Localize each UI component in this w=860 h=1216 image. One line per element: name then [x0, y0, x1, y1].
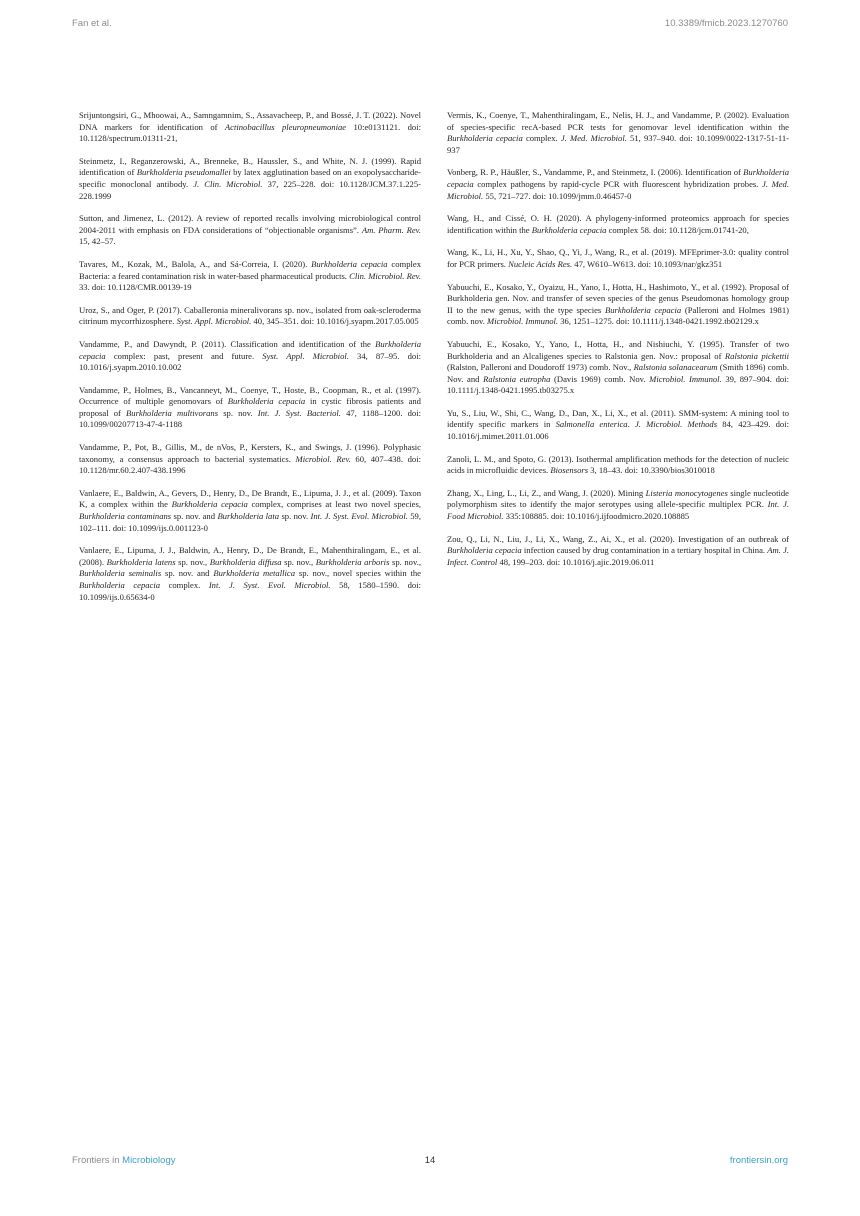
reference-text-segment: 58, 1580–1590. doi: 10.1099/ijs.0.65634-0 — [79, 580, 421, 602]
reference-italic-segment: Int. J. Syst. Evol. Microbiol. — [208, 580, 331, 590]
reference-italic-segment: Ralstonia pickettii — [724, 350, 789, 361]
reference-text-segment: sp. nov., — [175, 556, 210, 567]
reference-text-segment: sp. nov. and — [161, 568, 214, 579]
reference-text-segment: Zou, Q., Li, N., Liu, J., Li, X., Wang, Z., Ai, X., et al. (2020). Investigation of an outbreak of — [447, 533, 789, 544]
reference-text-segment: complex: past, present and future. — [105, 350, 263, 361]
reference-text-segment: 59, 102–111. doi: 10.1099/ijs.0.001123-0 — [79, 511, 421, 533]
reference-text-segment: Steinmetz, I., Reganzerowski, A., Brenneke, B., Haussler, S., and White, N. J. (1999). Rapid identification of — [79, 155, 421, 178]
reference-italic-segment: Burkholderia latens — [106, 556, 176, 567]
reference-italic-segment: Syst. Appl. Microbiol. — [176, 316, 252, 327]
reference-italic-segment: Burkholderia lata — [217, 511, 280, 522]
reference-entry — [447, 213, 789, 236]
reference-text-segment: (Davis 1969) comb. Nov. — [550, 373, 650, 384]
reference-italic-segment: Burkholderia cepacia — [447, 133, 523, 144]
reference-text-segment: Uroz, S., and Oger, P. (2017). Caballeronia mineralivorans sp. nov., isolated from oak-scleroderma citrinum mycorrhizosphere. — [79, 304, 421, 327]
reference-entry — [447, 488, 789, 523]
reference-text-segment: Vermis, K., Coenye, T., Mahenthiralingam, E., Nelis, H. J., and Vandamme, P. (2002). Evaluation of species-specific recA-based PCR tests for genomovar level identification within the — [447, 110, 789, 132]
reference-italic-segment: Burkholderia pseudomallei — [136, 167, 231, 178]
reference-italic-segment: Burkholderia multivorans — [126, 407, 219, 418]
reference-italic-segment: Burkholderia cepacia — [79, 338, 421, 361]
reference-entry — [79, 442, 421, 477]
reference-italic-segment: Burkholderia cepacia — [447, 167, 789, 189]
reference-text-segment: 55, 721–727. doi: 10.1099/jmm.0.46457-0 — [483, 190, 632, 201]
reference-italic-segment: Burkholderia metallica — [213, 568, 295, 579]
references-column-right — [447, 110, 789, 614]
reference-text-segment: 15, 42–57. — [79, 236, 116, 247]
reference-text-segment: 39, 897–904. doi: 10.1111/j.1348-0421.1995.tb03275.x — [447, 373, 789, 396]
reference-text-segment: 33. doi: 10.1128/CMR.00139-19 — [79, 282, 192, 293]
reference-italic-segment: Actinobacillus pleuropneumoniae — [224, 121, 347, 132]
reference-text-segment: complex Bacteria: a feared contamination risk in water-based pharmaceutical products. — [79, 258, 421, 281]
reference-italic-segment: Am. J. Infect. Control — [447, 545, 789, 567]
reference-text-segment: Vanlaere, E., Baldwin, A., Gevers, D., Henry, D., De Brandt, E., Lipuma, J. J., et al. (2009). Taxon K, a complex within the — [79, 487, 421, 510]
reference-text-segment: 10:e0131121. doi: 10.1128/spectrum.01311-21, — [79, 121, 421, 144]
reference-text-segment: Yabuuchi, E., Kosako, Y., Yano, I., Hotta, H., and Nishiuchi, Y. (1995). Transfer of two Burkholderia and an Alcaligenes species to Ralstonia gen. Nov.: proposal of — [447, 338, 789, 361]
reference-italic-segment: J. Med. Microbiol. — [447, 178, 789, 201]
reference-text-segment: 37, 225–228. doi: 10.1128/JCM.37.1.225-228.1999 — [79, 178, 421, 201]
reference-italic-segment: Burkholderia cepacia — [447, 545, 522, 556]
reference-text-segment: Vandamme, P., Pot, B., Gillis, M., de nVos, P., Kersters, K., and Swings, J. (1996). Polyphasic taxonomy, a consensus approach to bacterial systematics. — [79, 442, 421, 464]
reference-italic-segment: Burkholderia cepacia — [604, 304, 682, 315]
reference-entry — [447, 408, 789, 443]
reference-entry — [447, 167, 789, 202]
reference-text-segment: 47, 1188–1200. doi: 10.1099/00207713-47-4-1188 — [79, 407, 421, 430]
reference-text-segment: Sutton, and Jimenez, L. (2012). A review of reported recalls involving microbiological control 2004-2011 with emphasis on FDA considerations of “objectionable organisms”. — [79, 213, 421, 235]
reference-text-segment: infection caused by drug contamination in a tertiary hospital in China. — [521, 545, 768, 556]
running-head — [72, 18, 788, 34]
reference-entry — [79, 305, 421, 328]
references-column-left — [79, 110, 421, 614]
references-body — [79, 110, 789, 614]
reference-text-segment: complex, comprises at least two novel species, — [247, 499, 421, 510]
reference-italic-segment: Ralstonia eutropha — [483, 373, 551, 384]
reference-italic-segment: Am. Pharm. Rev. — [361, 224, 421, 235]
reference-entry — [79, 385, 421, 431]
reference-entry — [79, 213, 421, 248]
reference-text-segment: 3, 18–43. doi: 10.3390/bios3010018 — [588, 465, 715, 476]
reference-italic-segment: Burkholderia cepacia — [531, 224, 607, 235]
running-head-doi: 10.3389/fmicb.2023.1270760 — [664, 18, 788, 29]
reference-italic-segment: Burkholderia cepacia — [171, 499, 248, 510]
reference-entry — [447, 534, 789, 569]
reference-text-segment: Yabuuchi, E., Kosako, Y., Oyaizu, H., Yano, I., Hotta, H., Hashimoto, Y., et al. (1992). Proposal of Burkholderia gen. Nov. and transfer of seven species of the genus Pseudomonas homology group II to the new genus, with the type species — [447, 281, 789, 315]
reference-entry — [447, 110, 789, 156]
reference-italic-segment: Burkholderia cepacia — [227, 396, 306, 407]
reference-italic-segment: Int. J. Syst. Bacteriol. — [257, 407, 341, 418]
reference-text-segment: 51, 937–940. doi: 10.1099/0022-1317-51-11-937 — [447, 133, 789, 155]
reference-italic-segment: Int. J. Food Microbiol. — [447, 499, 789, 522]
reference-italic-segment: Salmonella enterica — [555, 419, 628, 430]
reference-text-segment: complex. — [522, 133, 561, 144]
reference-text-segment: Vanlaere, E., Lipuma, J. J., Baldwin, A., Henry, D., De Brandt, E., Mahenthiralingam, E., et al. (2008). — [79, 545, 421, 567]
reference-text-segment: 60, 407–438. doi: 10.1128/mr.60.2.407-438.1996 — [79, 453, 421, 476]
reference-italic-segment: Burkholderia cepacia — [311, 258, 388, 269]
reference-text-segment: sp. nov., novel species within the — [295, 568, 421, 579]
reference-text-segment: Wang, K., Li, H., Xu, Y., Shao, Q., Yi, J., Wang, R., et al. (2019). MFEprimer-3.0: quality control for PCR primers. — [447, 247, 789, 269]
reference-entry — [79, 156, 421, 202]
reference-text-segment: 47, W610–W613. doi: 10.1093/nar/gkz351 — [572, 258, 723, 269]
reference-text-segment: sp. nov. — [218, 407, 258, 418]
reference-italic-segment: Burkholderia contaminans — [79, 511, 172, 522]
reference-text-segment: sp. nov., — [281, 556, 316, 567]
reference-text-segment: (Smith 1896) comb. Nov. and — [447, 362, 789, 384]
footer-journal-prefix: Frontiers in — [72, 1155, 120, 1166]
reference-entry — [447, 339, 789, 397]
reference-text-segment: 335:108885. doi: 10.1016/j.ijfoodmicro.2020.108885 — [503, 511, 690, 522]
reference-italic-segment: Nucleic Acids Res. — [508, 258, 573, 269]
reference-entry — [79, 545, 421, 603]
reference-entry — [79, 110, 421, 145]
reference-text-segment: Vandamme, P., and Dawyndt, P. (2011). Classification and identification of the — [79, 338, 376, 349]
reference-text-segment: . — [627, 419, 635, 430]
reference-text-segment: Zhang, X., Ling, L., Li, Z., and Wang, J. (2020). Mining — [447, 487, 646, 498]
reference-italic-segment: J. Microbiol. Methods — [634, 419, 718, 430]
footer-site-link[interactable]: frontiersin.org — [729, 1155, 788, 1166]
page-footer — [72, 1155, 788, 1171]
reference-text-segment: sp. nov. — [279, 511, 311, 522]
reference-italic-segment: Clin. Microbiol. Rev. — [349, 270, 422, 281]
reference-text-segment: complex. — [160, 580, 209, 590]
reference-text-segment: 36, 1251–1275. doi: 10.1111/j.1348-0421.1992.tb02129.x — [558, 316, 759, 327]
reference-text-segment: in cystic fibrosis patients and proposal of — [79, 396, 421, 418]
reference-text-segment: Yu, S., Liu, W., Shi, C., Wang, D., Dan, X., Li, X., et al. (2011). SMM-system: A mining tool to identify specific markers in — [447, 407, 789, 430]
reference-italic-segment: Microbiol. Immunol. — [649, 373, 722, 384]
reference-text-segment: sp. nov. and — [171, 511, 218, 522]
reference-text-segment: by latex agglutination based on an exopolysaccharide-specific monoclonal antibody. — [79, 167, 421, 189]
reference-entry — [447, 454, 789, 477]
reference-text-segment: Vandamme, P., Holmes, B., Vancanneyt, M., Coenye, T., Hoste, B., Coopman, R., et al. (1997). Occurrence of multiple genomovars of — [79, 384, 421, 407]
reference-italic-segment: Burkholderia cepacia — [79, 580, 161, 590]
reference-text-segment: 48, 199–203. doi: 10.1016/j.ajic.2019.06.011 — [497, 556, 655, 567]
reference-text-segment: Tavares, M., Kozak, M., Balola, A., and Sá-Correia, I. (2020). — [79, 258, 312, 269]
reference-italic-segment: Burkholderia seminalis — [79, 568, 162, 579]
reference-text-segment: Srijuntongsiri, G., Mhoowai, A., Samngamnim, S., Assavacheep, P., and Bossé, J. T. (2022). Novel DNA markers for identification of — [79, 110, 421, 132]
reference-entry — [79, 488, 421, 534]
reference-entry — [79, 259, 421, 294]
reference-italic-segment: Listeria monocytogenes — [645, 487, 728, 498]
reference-text-segment: sp. nov., — [389, 556, 421, 567]
reference-text-segment: 84, 423–429. doi: 10.1016/j.mimet.2011.01.006 — [447, 419, 789, 442]
reference-italic-segment: J. Clin. Microbiol. — [193, 178, 263, 189]
reference-text-segment: complex pathogens by rapid-cycle PCR with fluorescent hybridization probes. — [473, 178, 763, 189]
reference-entry — [79, 339, 421, 374]
reference-text-segment: (Palleroni and Holmes 1981) comb. nov. — [447, 304, 789, 327]
reference-text-segment: single nucleotide polymorphism sites to identify the major serotypes using allele-specific multiplex PCR. — [447, 487, 789, 510]
reference-text-segment: 40, 345–351. doi: 10.1016/j.syapm.2017.05.005 — [251, 316, 419, 327]
reference-entry — [447, 282, 789, 328]
reference-italic-segment: Microbiol. Rev. — [295, 453, 351, 464]
reference-text-segment: complex 58. doi: 10.1128/jcm.01741-20, — [606, 224, 749, 235]
reference-text-segment: Vonberg, R. P., Häußler, S., Vandamme, P., and Steinmetz, I. (2006). Identification of — [447, 167, 744, 178]
reference-text-segment: (Ralston, Palleroni and Doudoroff 1973) comb. Nov., — [447, 362, 634, 373]
reference-italic-segment: Biosensors — [550, 465, 589, 476]
page-number: 14 — [424, 1155, 436, 1166]
reference-text-segment: Zanoli, L. M., and Spoto, G. (2013). Isothermal amplification methods for the detection of nucleic acids in microfluidic devices. — [447, 453, 789, 476]
reference-italic-segment: Ralstonia solanacearum — [633, 362, 718, 373]
reference-text-segment: 34, 87–95. doi: 10.1016/j.syapm.2010.10.002 — [79, 350, 421, 373]
reference-entry — [447, 247, 789, 270]
reference-italic-segment: Syst. Appl. Microbiol. — [262, 350, 349, 361]
reference-text-segment: Wang, H., and Cissé, O. H. (2020). A phylogeny-informed proteomics approach for species identification within the — [447, 213, 789, 235]
running-head-authors: Fan et al. — [72, 18, 112, 29]
reference-italic-segment: Microbiol. Immunol. — [487, 316, 559, 327]
reference-italic-segment: Burkholderia diffusa — [209, 556, 282, 567]
footer-journal-name: Microbiology — [122, 1155, 176, 1166]
reference-italic-segment: J. Med. Microbiol. — [560, 133, 627, 144]
reference-italic-segment: Int. J. Syst. Evol. Microbiol. — [310, 511, 408, 522]
reference-italic-segment: Burkholderia arboris — [315, 556, 390, 567]
